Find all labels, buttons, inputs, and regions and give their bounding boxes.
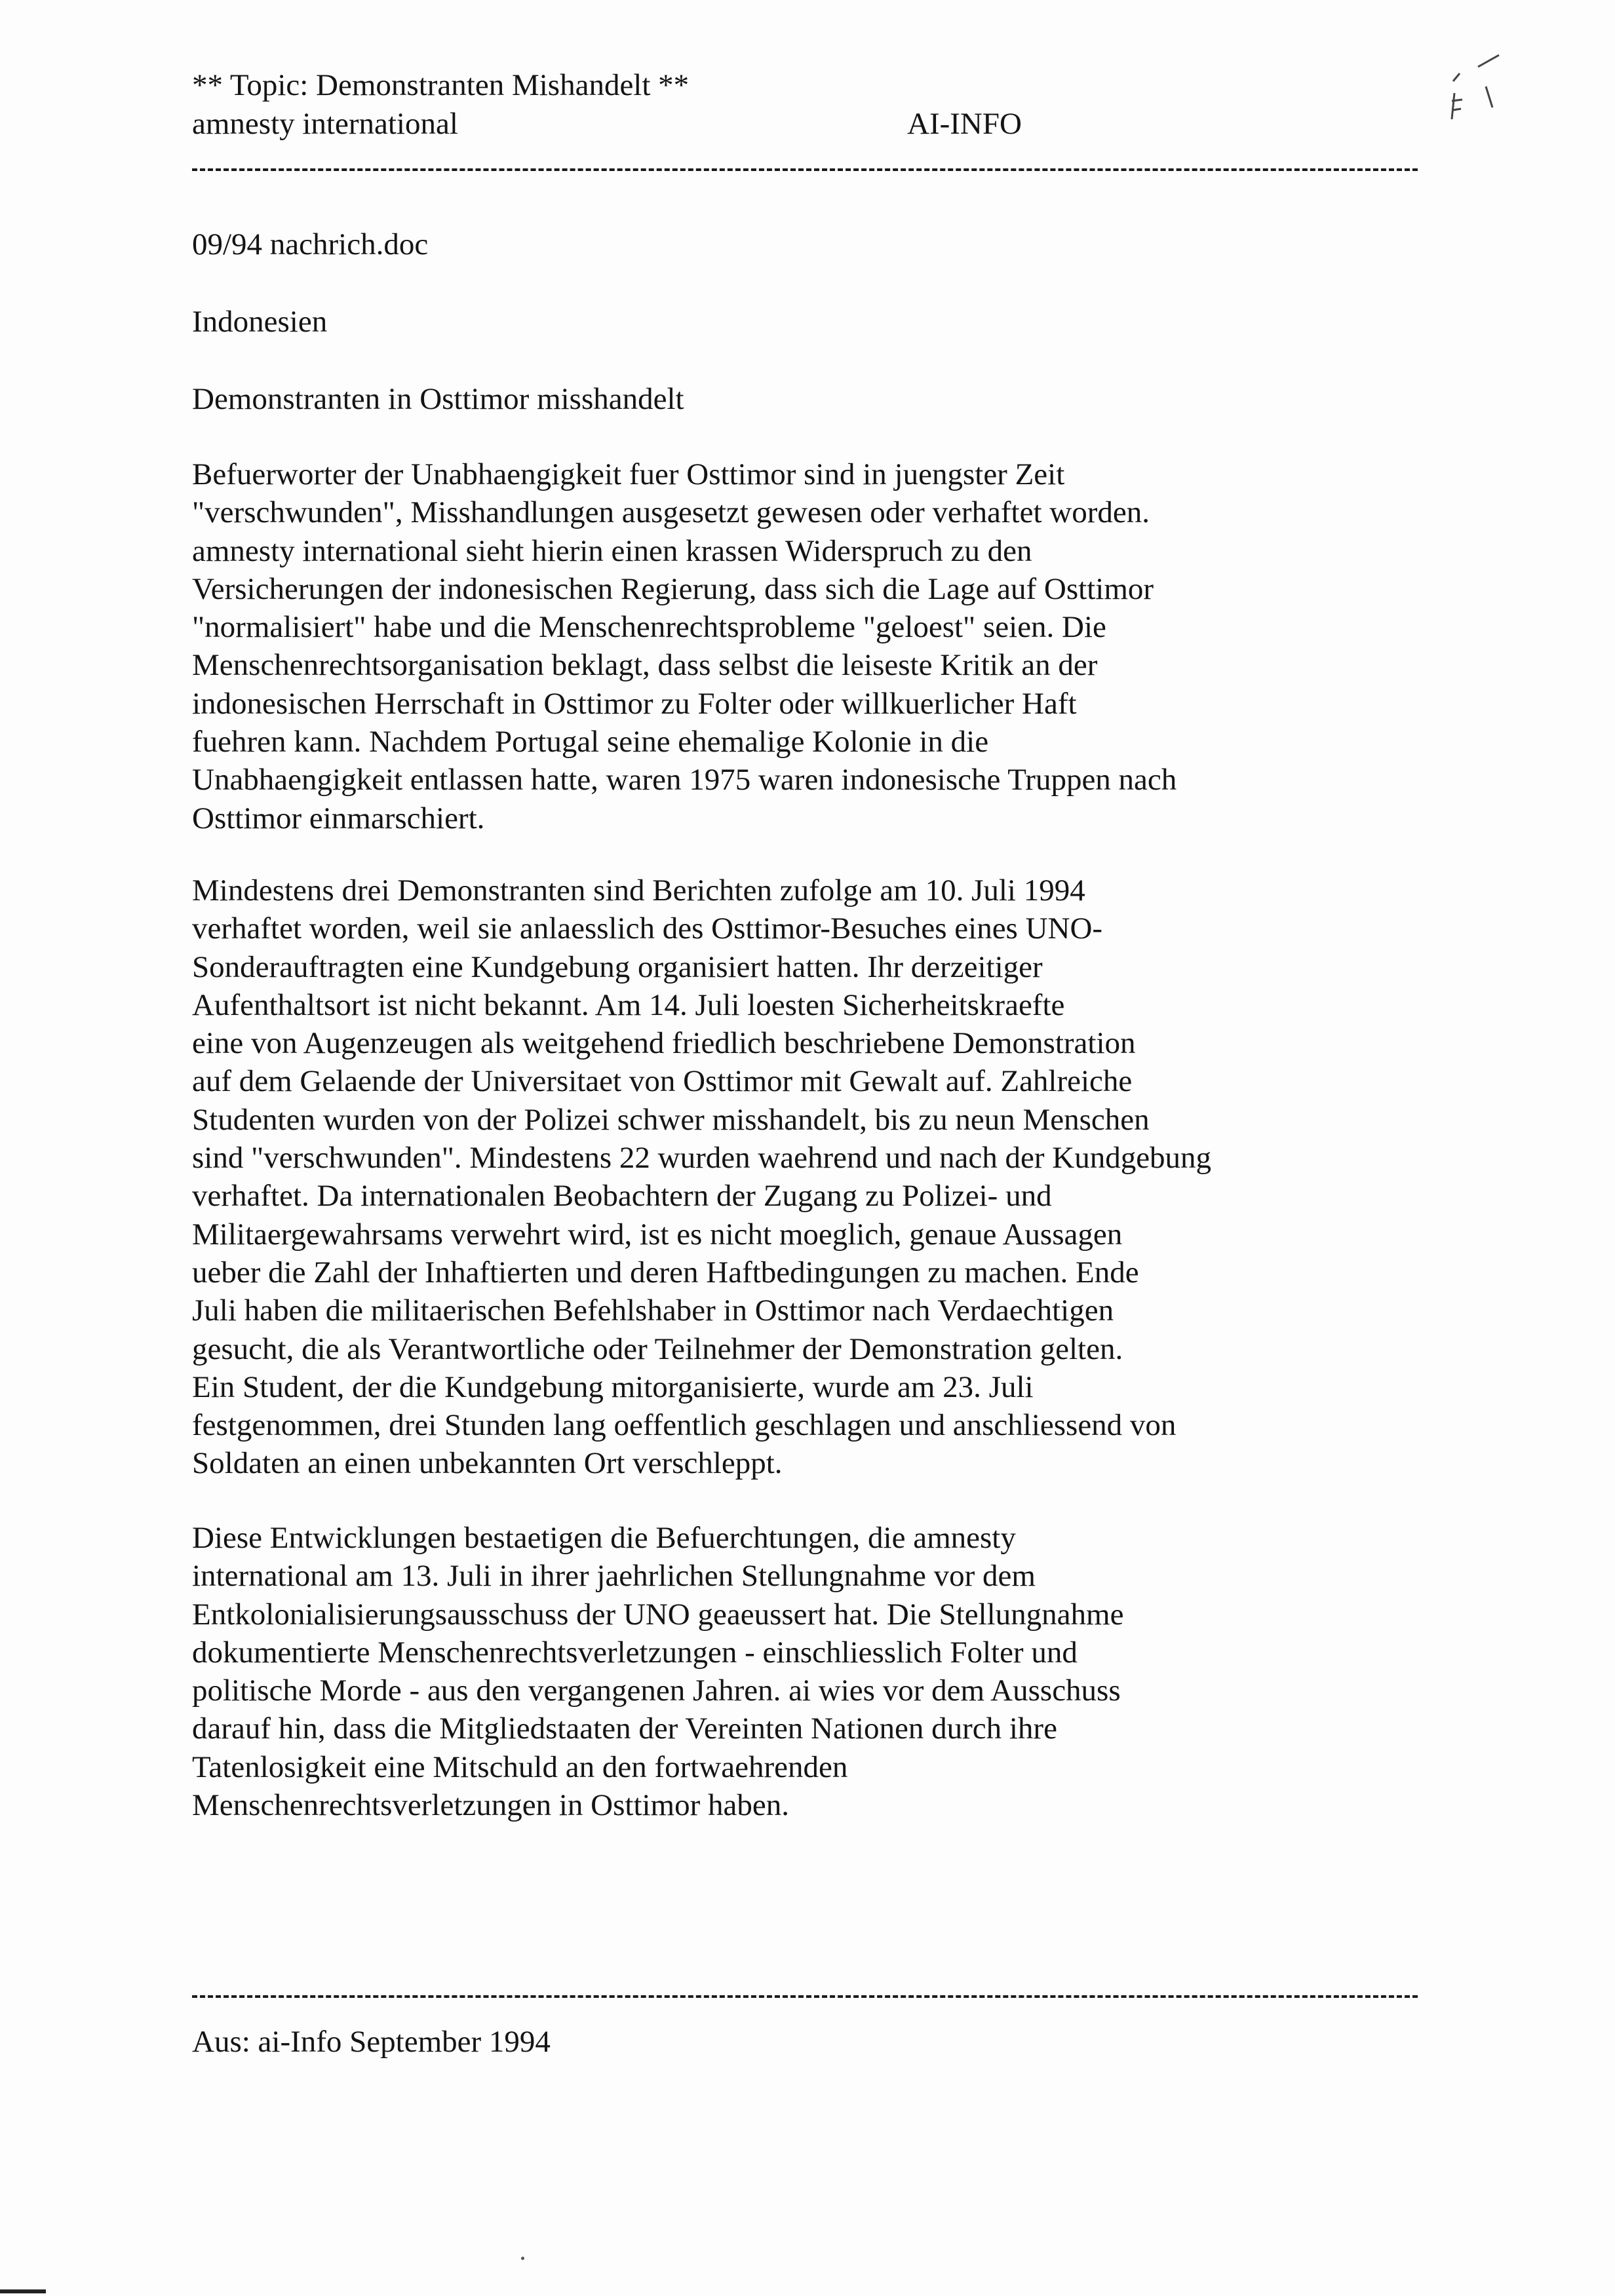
text-line: darauf hin, dass die Mitgliedstaaten der Vereinten Nationen durch ihre bbox=[192, 1712, 1057, 1746]
text-line: festgenommen, drei Stunden lang oeffentlich geschlagen und anschliessend von bbox=[192, 1408, 1177, 1443]
text-line: Soldaten an einen unbekannten Ort verschleppt. bbox=[192, 1446, 783, 1481]
text-line: eine von Augenzeugen als weitgehend friedlich beschriebene Demonstration bbox=[192, 1026, 1136, 1061]
header-divider bbox=[192, 168, 1418, 171]
file-reference: 09/94 nachrich.doc bbox=[192, 227, 429, 261]
paragraph-3 bbox=[192, 1519, 1385, 1824]
text-line: Sonderauftragten eine Kundgebung organisiert hatten. Ihr derzeitiger bbox=[192, 949, 1043, 984]
text-line: Versicherungen der indonesischen Regierung, dass sich die Lage auf Osttimor bbox=[192, 571, 1154, 606]
text-line: Befuerworter der Unabhaengigkeit fuer Osttimor sind in juengster Zeit bbox=[192, 457, 1065, 491]
text-line: verhaftet worden, weil sie anlaesslich des Osttimor-Besuches eines UNO- bbox=[192, 911, 1103, 946]
text-line: Menschenrechtsverletzungen in Osttimor haben. bbox=[192, 1788, 789, 1823]
text-line: Juli haben die militaerischen Befehlshaber in Osttimor nach Verdaechtigen bbox=[192, 1293, 1114, 1328]
text-line: Mindestens drei Demonstranten sind Berichten zufolge am 10. Juli 1994 bbox=[192, 873, 1085, 908]
text-line: Osttimor einmarschiert. bbox=[192, 801, 485, 835]
text-line: amnesty international sieht hierin einen krassen Widerspruch zu den bbox=[192, 533, 1032, 568]
text-line: Militaergewahrsams verwehrt wird, ist es nicht moeglich, genaue Aussagen bbox=[192, 1217, 1123, 1252]
organization-name: amnesty international bbox=[192, 107, 458, 141]
paragraph-2 bbox=[192, 871, 1385, 1483]
text-line: gesucht, die als Verantwortliche oder Teilnehmer der Demonstration gelten. bbox=[192, 1331, 1123, 1366]
text-line: Unabhaengigkeit entlassen hatte, waren 1975 waren indonesische Truppen nach bbox=[192, 763, 1177, 797]
text-line: Ein Student, der die Kundgebung mitorganisierte, wurde am 23. Juli bbox=[192, 1369, 1034, 1404]
scan-speck bbox=[521, 2257, 524, 2260]
scan-edge-mark bbox=[0, 2289, 46, 2293]
text-line: Tatenlosigkeit eine Mitschuld an den fortwaehrenden bbox=[192, 1750, 848, 1784]
text-line: Diese Entwicklungen bestaetigen die Befuerchtungen, die amnesty bbox=[192, 1521, 1016, 1555]
text-line: "verschwunden", Misshandlungen ausgesetzt gewesen oder verhaftet worden. bbox=[192, 495, 1150, 530]
text-line: fuehren kann. Nachdem Portugal seine ehemalige Kolonie in die bbox=[192, 725, 989, 759]
text-line: politische Morde - aus den vergangenen Jahren. ai wies vor dem Ausschuss bbox=[192, 1674, 1121, 1708]
text-line: international am 13. Juli in ihrer jaehrlichen Stellungnahme vor dem bbox=[192, 1559, 1036, 1594]
text-line: dokumentierte Menschenrechtsverletzungen - einschliesslich Folter und bbox=[192, 1635, 1078, 1670]
country-heading: Indonesien bbox=[192, 305, 328, 339]
text-line: Aufenthaltsort ist nicht bekannt. Am 14. Juli loesten Sicherheitskraefte bbox=[192, 987, 1065, 1022]
text-line: Entkolonialisierungsausschuss der UNO geaeussert hat. Die Stellungnahme bbox=[192, 1597, 1124, 1632]
text-line: auf dem Gelaende der Universitaet von Osttimor mit Gewalt auf. Zahlreiche bbox=[192, 1064, 1133, 1099]
document-tag: AI-INFO bbox=[907, 107, 1022, 141]
handwritten-mark-icon bbox=[1445, 47, 1504, 119]
article-headline: Demonstranten in Osttimor misshandelt bbox=[192, 382, 684, 416]
source-line: Aus: ai-Info September 1994 bbox=[192, 2025, 551, 2059]
text-line: "normalisiert" habe und die Menschenrechtsprobleme "geloest" seien. Die bbox=[192, 610, 1106, 645]
text-line: sind "verschwunden". Mindestens 22 wurden waehrend und nach der Kundgebung bbox=[192, 1141, 1212, 1176]
text-line: verhaftet. Da internationalen Beobachtern der Zugang zu Polizei- und bbox=[192, 1179, 1052, 1214]
paragraph-1 bbox=[192, 455, 1385, 837]
text-line: indonesischen Herrschaft in Osttimor zu Folter oder willkuerlicher Haft bbox=[192, 686, 1077, 721]
text-line: Menschenrechtsorganisation beklagt, dass selbst die leiseste Kritik an der bbox=[192, 648, 1098, 683]
footer-divider bbox=[192, 1995, 1418, 1998]
topic-line: ** Topic: Demonstranten Mishandelt ** bbox=[192, 68, 690, 102]
text-line: ueber die Zahl der Inhaftierten und deren Haftbedingungen zu machen. Ende bbox=[192, 1255, 1139, 1290]
text-line: Studenten wurden von der Polizei schwer misshandelt, bis zu neun Menschen bbox=[192, 1102, 1150, 1137]
